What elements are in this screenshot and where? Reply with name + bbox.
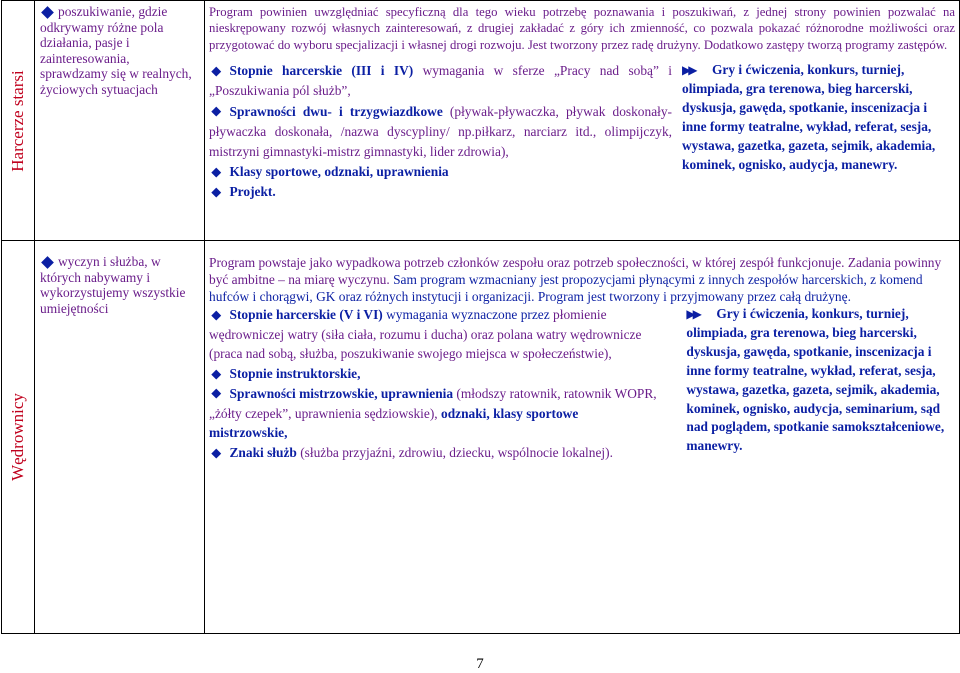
item-title: Klasy sportowe, odznaki, uprawnienia [229, 164, 449, 180]
content-columns [209, 305, 955, 463]
purpose-cell [35, 1, 205, 241]
list-item [209, 364, 658, 384]
diamond-bullet-icon [212, 168, 221, 177]
item-title: Stopnie instruktorskie, [229, 366, 361, 382]
item-text: (pływak-pływaczka, pływak doskonały-pływaczka doskonała, /nazwa dyscypliny/ np.piłkarz, narciarz itd., olimpijczyk, mistrzyni gimnastyki-mistrz gimnastyki, lider zdrowia), [209, 103, 673, 160]
group-label: Harcerze starsi [8, 69, 27, 172]
purpose-cell [35, 241, 205, 634]
purpose-text: wyczyn i służba, w których nabywamy i wykorzystujemy wszystkie umiejętności [40, 254, 186, 316]
purpose-text: poszukiwanie, gdzie odkrywamy różne pola działania, pasje i zainteresowania, sprawdzamy się w realnych, życiowych sytuacjach [40, 4, 192, 97]
group-label: Wędrownicy [8, 393, 27, 481]
program-intro [209, 254, 955, 305]
list-item [209, 61, 672, 101]
item-title: Stopnie harcerskie (III i IV) [229, 63, 414, 79]
item-text: wymagania w sferze „Pracy nad sobą” i „Poszukiwania pól służb”, [209, 63, 672, 99]
program-table [1, 0, 960, 634]
requirements-list [209, 61, 682, 202]
diamond-bullet-icon [212, 310, 221, 319]
diamond-bullet-icon [212, 188, 221, 197]
diamond-bullet-icon [212, 107, 221, 116]
item-text: (służba przyjaźni, zdrowiu, dziecku, wspólnocie lokalnej). [296, 444, 613, 460]
list-item [209, 443, 658, 463]
diamond-bullet-icon [212, 448, 221, 457]
diamond-bullet-icon [212, 67, 221, 76]
group-cell [2, 1, 35, 241]
item-title-2: odznaki, klasy sportowe mistrzowskie, [209, 405, 579, 441]
list-item [209, 182, 672, 202]
list-item [209, 305, 658, 364]
item-text: płomienie wędrowniczej watry (siła ciała, rozumu i ducha) oraz polana watry wędrownicze (praca nad sobą, służba, poszukiwanie swojego miejsca w społeczeństwie), [209, 307, 642, 362]
program-intro: Program powinien uwzględniać specyficzną dla tego wieku potrzebę poznawania i poszukiwań, z jednej strony powinien pozwalać na nieskrępowany rozwój własnych zainteresowań, z drugiej zakładać z góry ich zmienność, co pozwala pokazać różnorodne możliwości oraz przygotować do wyboru specjalizacji i własnej drogi rozwoju. Jest tworzony przez radę drużyny. Dodatkowo zastępy tworzą programy zastępów. [209, 5, 955, 52]
content-cell [205, 1, 960, 241]
item-title: Projekt. [229, 184, 276, 200]
list-item [209, 384, 658, 443]
page-number: 7 [476, 656, 484, 672]
double-arrow-icon: ▶▶ [686, 307, 699, 321]
content-cell [205, 241, 960, 634]
item-title: Znaki służb [229, 444, 297, 460]
item-title: Sprawności mistrzowskie, uprawnienia [229, 385, 454, 401]
diamond-bullet-icon [212, 369, 221, 378]
double-arrow-icon: ▶▶ [682, 63, 695, 78]
forms-block [668, 305, 955, 463]
table-row-wedrownicy [2, 241, 960, 634]
forms-text: Gry i ćwiczenia, konkurs, turniej, olimpiada, gra terenowa, bieg harcerski, dyskusja, gawęda, spotkanie, inscenizacja i inne formy teatralne, wykład, referat, sesja, wystawa, gazetka, gazeta, sejmik, akademia, kominek, ognisko, audycja, manewry. [682, 62, 936, 172]
content-columns [209, 61, 955, 202]
diamond-icon [41, 6, 54, 19]
item-title: Sprawności dwu- i trzygwiazdkowe [229, 103, 443, 119]
list-item [209, 102, 672, 163]
diamond-icon [41, 256, 54, 269]
item-title: Stopnie harcerskie (V i VI) [229, 307, 383, 322]
requirements-list [209, 305, 668, 463]
forms-block [682, 61, 954, 202]
forms-text: Gry i ćwiczenia, konkurs, turniej, olimpiada, gra terenowa, bieg harcerski, dyskusja, gawęda, spotkanie, inscenizacja i inne formy teatralne, wykład, referat, sesja, wystawa, gazetka, gazeta, sejmik, akademia, kominek, ognisko, audycja, seminarium, sąd nad poglądem, spotkanie samokształceniowe, manewry. [686, 306, 945, 454]
table-row-harcerze-starsi [2, 1, 960, 241]
intro-rest: Sam program wzmacniany jest propozycjami płynącymi z innych zespołów harcerskich, z komend hufców i chorągwi, GK oraz różnych instytucji i organizacji. Program jest tworzony i przyjmowany przez całą drużynę. [209, 272, 923, 304]
intro-lead: Program powstaje jako wypadkowa potrzeb członków zespołu oraz potrzeb społeczności, w której zespół funkcjonuje. Zadania powinny być ambitne – na miarę wyczynu. [209, 255, 942, 287]
diamond-bullet-icon [212, 389, 221, 398]
group-cell [2, 241, 35, 634]
list-item [209, 162, 672, 182]
item-text-highlight: wymagania wyznaczone przez [382, 307, 550, 322]
item-text: (młodszy ratownik, ratownik WOPR, „żółty czepek”, uprawnienia sędziowskie), [209, 385, 657, 421]
